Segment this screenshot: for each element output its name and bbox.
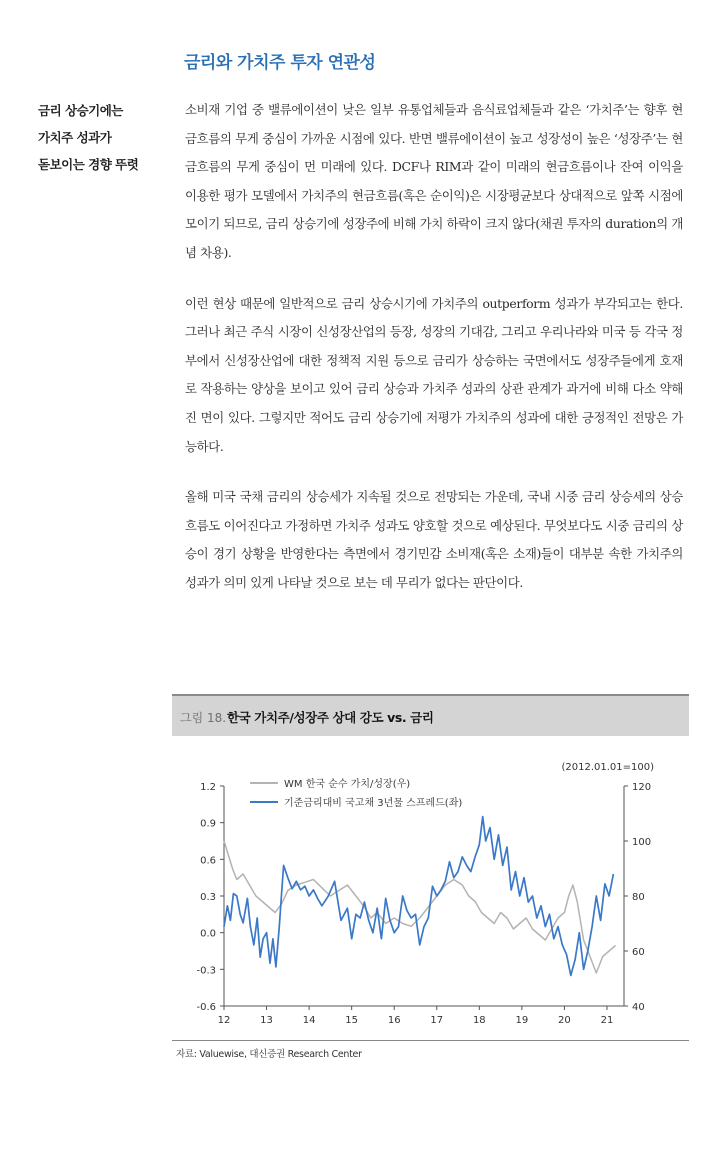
paragraph: 이런 현상 때문에 일반적으로 금리 상승시기에 가치주의 outperform 성과가 부각되고는 한다. 그러나 최근 주식 시장이 신성장산업의 등장, 성장의 기대감, 그리고 우리나라와 미국 등 각국 정부에서 신성장산업에 대한 정책적 지원 등으로 금리가 상승하는 국면에서도 성장주들에게 호재로 작용하는 양상을 보이고 있어 금리 상승과 가치주 성과의 상관 관계가 과거에 비해 다소 약해진 면이 있다. 그렇지만 적어도 금리 상승기에 저평가 가치주의 성과에 대한 긍정적인 전망은 가능하다. [185,295,683,454]
figure-chart [172,748,689,1034]
legend-label-spread: 기준금리대비 국고채 3년물 스프레드(좌) [284,798,463,809]
series-line-rate-spread [224,817,613,976]
figure-header [172,694,689,736]
x-tick-label: 21 [600,1015,614,1026]
paragraph: 소비재 기업 중 밸류에이션이 낮은 일부 유통업체들과 음식료업체들과 같은 ‘가치주’는 향후 현금흐름의 무게 중심이 가까운 시점에 있다. 반면 밸류에이션이 높고 성장성이 높은 ‘성장주’는 현금흐름의 무게 중심이 먼 미래에 있다. DCF나 RIM과 같이 미래의 현금흐름이나 잔여 이익을 이용한 평가 모델에서 가치주의 현금흐름(혹은 순이익)은 시장평균보다 상대적으로 앞쪽 시점에 모이기 되므로, 금리 상승기에 성장주에 비해 가치 하락이 크지 않다(채권 투자의 duration의 개념 차용). [185,102,683,260]
right-tick-label: 120 [632,782,652,793]
side-note-line: 금리 상승기에는 [38,103,123,118]
x-tick-label: 12 [217,1015,231,1026]
figure-number: 그림 18. [180,711,227,725]
x-tick-label: 15 [345,1015,359,1026]
figure-title: 한국 가치주/성장주 상대 강도 vs. 금리 [227,710,434,725]
x-tick-label: 19 [515,1015,529,1026]
right-tick-label: 60 [632,947,645,958]
left-tick-label: 0.9 [200,818,216,830]
left-tick-label: 1.2 [200,782,216,793]
left-tick-label: 0.3 [200,892,216,903]
side-note [38,97,178,178]
x-tick-label: 18 [472,1015,486,1026]
left-tick-label: 0.0 [200,928,216,940]
left-axis-ticks [196,782,224,1013]
figure-source: 자료: Valuewise, 대신증권 Research Center [176,1049,362,1060]
right-tick-label: 80 [632,892,645,903]
legend-label-value-growth: WM 한국 순수 가치/성장(우) [284,779,411,790]
left-tick-label: -0.3 [196,965,216,977]
x-axis-ticks [218,1006,614,1026]
chart-note: (2012.01.01=100) [561,762,654,773]
x-tick-label: 20 [558,1015,571,1026]
x-tick-label: 16 [387,1015,401,1026]
body-text [185,96,683,620]
chart-frame [224,786,624,1006]
x-tick-label: 13 [260,1015,273,1026]
right-tick-label: 40 [632,1002,645,1013]
side-note-line: 돋보이는 경향 뚜렷 [38,157,139,172]
section-heading: 금리와 가치주 투자 연관성 [184,53,376,73]
source-divider [172,1040,689,1041]
x-tick-label: 17 [430,1015,444,1026]
left-tick-label: -0.6 [196,1002,216,1013]
right-tick-label: 100 [632,837,652,848]
chart-legend [250,777,462,809]
x-tick-label: 14 [302,1015,316,1026]
series-line-value-growth [224,841,616,973]
paragraph: 올해 미국 국채 금리의 상승세가 지속될 것으로 전망되는 가운데, 국내 시중 금리 상승세의 상승흐름도 이어진다고 가정하면 가치주 성과도 양호할 것으로 예상된다. 무엇보다도 시중 금리의 상승이 경기 상황을 반영한다는 측면에서 경기민감 소비재(혹은 소재)들이 대부분 속한 가치주의 성과가 의미 있게 나타날 것으로 보는 데 무리가 없다는 판단이다. [185,489,683,590]
right-axis-ticks [624,782,651,1013]
series-group [224,817,616,976]
side-note-line: 가치주 성과가 [38,130,112,145]
left-tick-label: 0.6 [200,855,216,867]
